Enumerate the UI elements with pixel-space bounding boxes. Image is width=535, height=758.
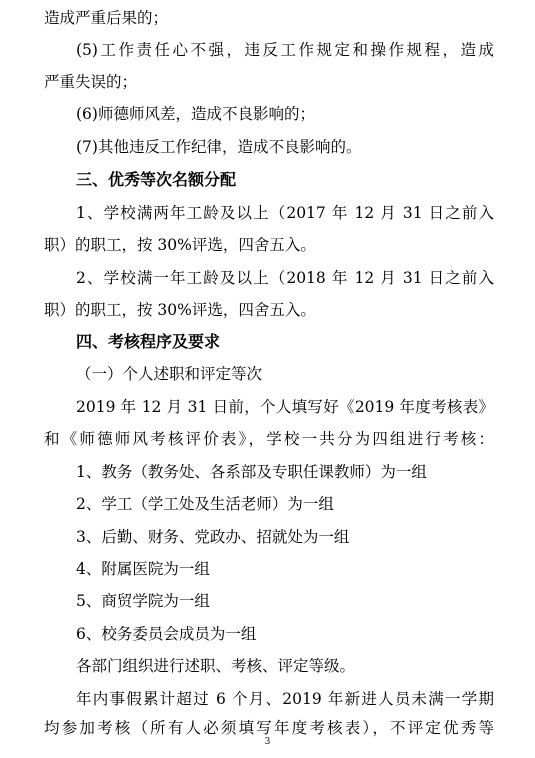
list-item: 3、后勤、财务、党政办、招就处为一组: [76, 528, 350, 546]
paragraph-line: 各部门组织进行述职、考核、评定等级。: [76, 657, 356, 675]
paragraph-line: 职）的职工，按 30%评选，四舍五入。: [44, 236, 316, 254]
paragraph-line: 2019 年 12 月 31 日前，个人填写好《2019 年度考核表》: [76, 398, 494, 416]
list-item: 4、附属医院为一组: [76, 560, 210, 578]
list-item: 5、商贸学院为一组: [76, 592, 210, 610]
paragraph-line: (7)其他违反工作纪律，造成不良影响的。: [76, 138, 362, 156]
paragraph-line: 和《师德师风考核评价表》，学校一共分为四组进行考核：: [44, 430, 494, 448]
list-item: 2、学工（学工处及生活老师）为一组: [76, 495, 334, 513]
paragraph-line: 造成严重后果的；: [44, 9, 169, 27]
paragraph-line: 均参加考核（所有人必须填写年度考核表），不评定优秀等: [44, 719, 494, 737]
section-heading: 三、优秀等次名额分配: [76, 170, 237, 189]
paragraph-line: (5)工作责任心不强，违反工作规定和操作规程，造成: [76, 41, 494, 59]
paragraph-line: 职）的职工，按 30%评选，四舍五入。: [44, 301, 316, 319]
list-item: 6、校务委员会成员为一组: [76, 625, 257, 643]
page-number: 3: [264, 737, 271, 747]
paragraph-line: 2、学校满一年工龄及以上（2018 年 12 月 31 日之前入: [76, 269, 494, 287]
paragraph-line: 严重失误的；: [44, 73, 138, 91]
paragraph-line: 年内事假累计超过 6 个月、2019 年新进人员未满一学期: [76, 690, 494, 708]
paragraph-line: 1、学校满两年工龄及以上（2017 年 12 月 31 日之前入: [76, 204, 494, 222]
subsection-heading: （一）个人述职和评定等次: [76, 365, 263, 383]
paragraph-line: (6)师德师风差，造成不良影响的；: [76, 105, 315, 123]
list-item: 1、教务（教务处、各系部及专职任课教师）为一组: [76, 463, 427, 481]
section-heading: 四、考核程序及要求: [76, 332, 221, 351]
